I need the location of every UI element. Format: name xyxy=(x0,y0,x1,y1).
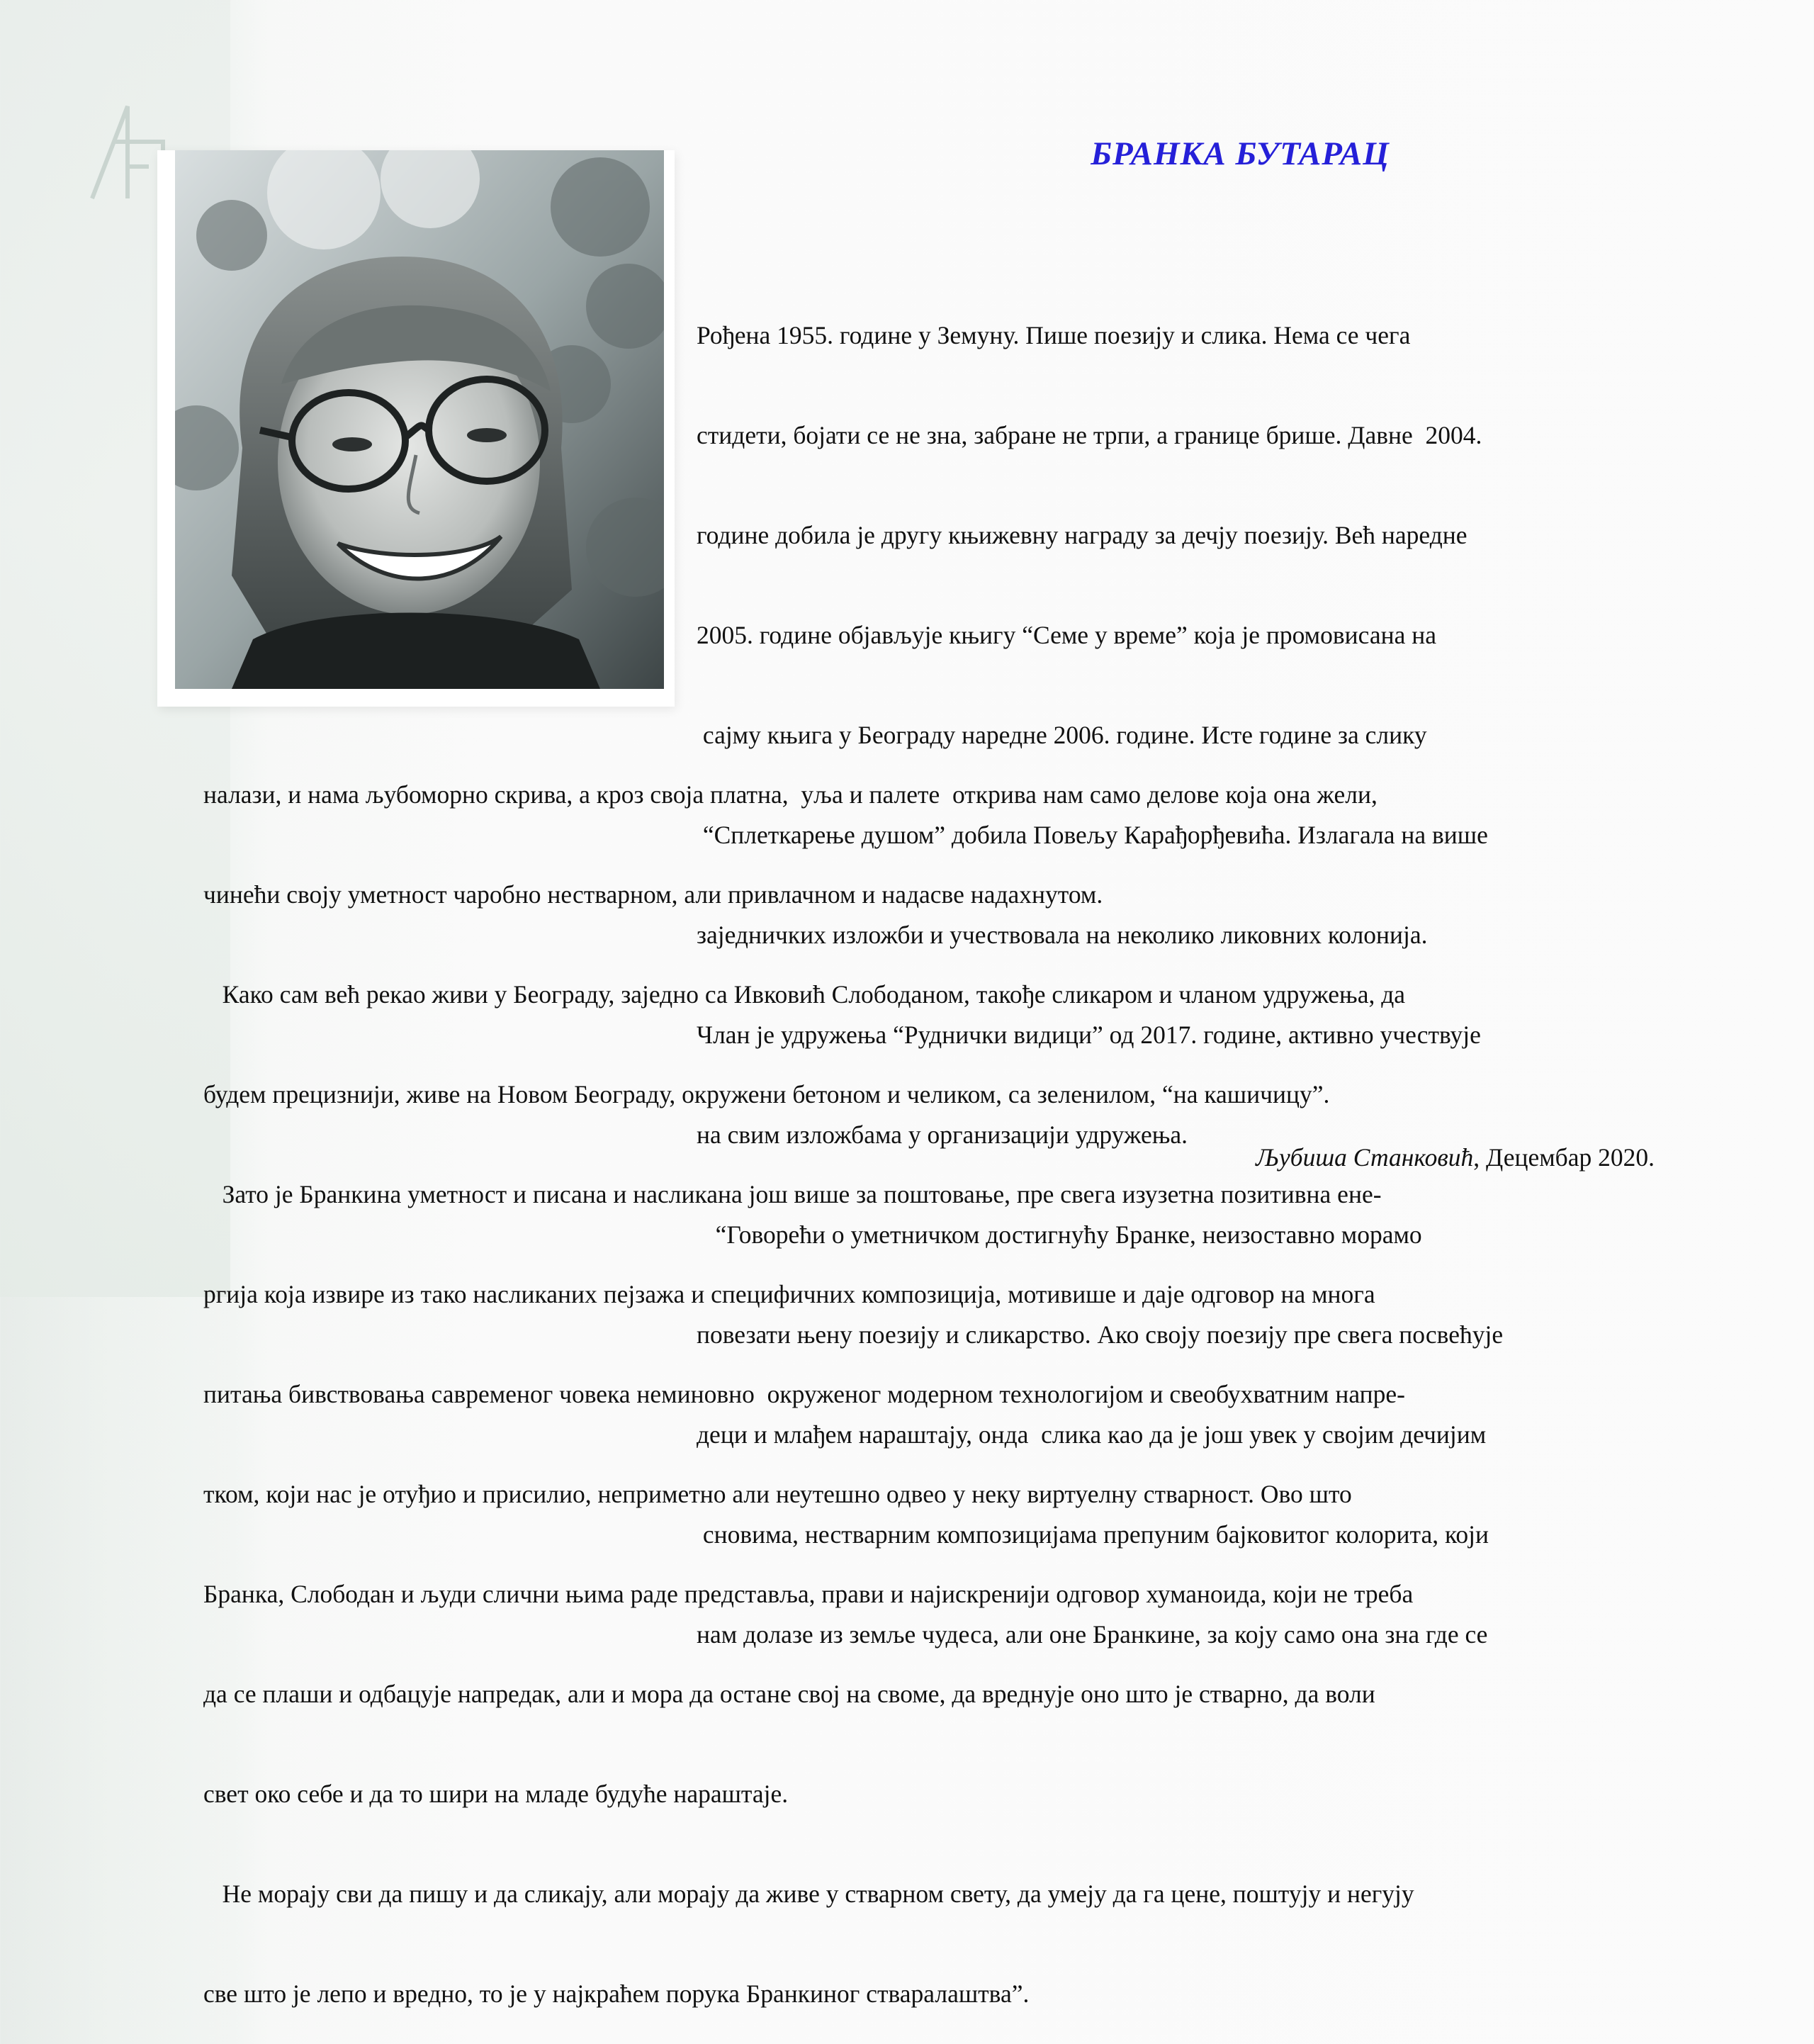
bio-line: Зато је Бранкина уметност и писана и насликана још више за поштовање, пре свега изузетна позитивна ене- xyxy=(203,1180,1382,1208)
bio-line: тком, који нас је отуђио и присилио, неприметно али неутешно одвео у неку виртуелну стварност. Ово што xyxy=(203,1480,1352,1508)
bio-line: сновима, нестварним композицијама препуним бајковитог колорита, који xyxy=(697,1520,1489,1549)
signature-date: , Децембар 2020. xyxy=(1473,1143,1655,1172)
bio-line: све што је лепо и вредно, то је у најкраћем порука Бранкиног стваралаштва”. xyxy=(203,1980,1030,2008)
bio-line: “Говорећи о уметничком достигнућу Бранке, неизоставно морамо xyxy=(697,1220,1422,1249)
bio-line: будем прецизнији, живе на Новом Београду, окружени бетоном и челиком, са зеленилом, “на кашичицу”. xyxy=(203,1080,1330,1108)
bio-line: свет око себе и да то шири на младе будуће нараштаје. xyxy=(203,1780,789,1808)
bio-line: деци и млађем нараштају, онда слика као да је још увек у својим дечијим xyxy=(697,1420,1487,1449)
bio-line: стидети, бојати се не зна, забране не трпи, а границе брише. Давне 2004. xyxy=(697,421,1482,449)
bio-line: године добила је другу књижевну награду за дечју поезију. Већ наредне xyxy=(697,521,1467,549)
bio-line: Члан је удружења “Руднички видици” од 2017. године, активно учествује xyxy=(697,1021,1481,1049)
bio-line: налази, и нама љубоморно скрива, а кроз своја платна, уља и палете открива нам само делове која она жели, xyxy=(203,780,1378,809)
bio-line: нам долазе из земље чудеса, али оне Бранкине, за коју само она зна где се xyxy=(697,1620,1488,1649)
bio-line: сајму књига у Београду наредне 2006. године. Исте године за слику xyxy=(697,721,1427,749)
bio-line: питања бивствовања савременог човека неминовно окруженог модерном технологијом и свеобухватним напре- xyxy=(203,1380,1405,1408)
portrait-photo-frame xyxy=(157,150,675,707)
bio-line: “Сплеткарење душом” добила Повељу Карађорђевића. Излагала на више xyxy=(697,821,1488,849)
signature xyxy=(1256,1141,1655,1174)
bio-line: Не морају сви да пишу и да сликају, али морају да живе у стварном свету, да умеју да га цене, поштују и негују xyxy=(203,1880,1414,1908)
signature-author: Љубиша Станковић xyxy=(1256,1143,1474,1172)
bio-line: чинећи своју уметност чаробно нестварном, али привлачном и надасве надахнутом. xyxy=(203,880,1103,909)
bio-line: да се плаши и одбацује напредак, али и мора да остане свој на своме, да вреднује оно што је стварно, да воли xyxy=(203,1680,1375,1708)
bio-line: ргија која извире из тако насликаних пејзажа и специфичних композиција, мотивише и даје одговор на многа xyxy=(203,1280,1375,1308)
bio-line: Како сам већ рекао живи у Београду, заједно са Ивковић Слободаном, такође сликаром и чланом удружења, да xyxy=(203,980,1406,1009)
bio-line: заједничких изложби и учествовала на неколико ликовних колонија. xyxy=(697,921,1428,949)
page-title: БРАНКА БУТАРАЦ xyxy=(1091,135,1390,172)
bio-line: Бранка, Слободан и људи слични њима раде представља, прави и најискренији одговор хуманоида, који не треба xyxy=(203,1580,1414,1608)
biography-continued xyxy=(203,712,1677,2044)
bio-line: Рођена 1955. године у Земуну. Пише поезију и слика. Нема се чега xyxy=(697,321,1411,349)
bio-line: на свим изложбама у организацији удружења. xyxy=(697,1121,1188,1149)
bio-line: 2005. године објављује књигу “Семе у време” која је промовисана на xyxy=(697,621,1436,649)
bio-line: повезати њену поезију и сликарство. Ако своју поезију пре свега посвећује xyxy=(697,1320,1504,1349)
portrait-photo xyxy=(175,150,664,689)
